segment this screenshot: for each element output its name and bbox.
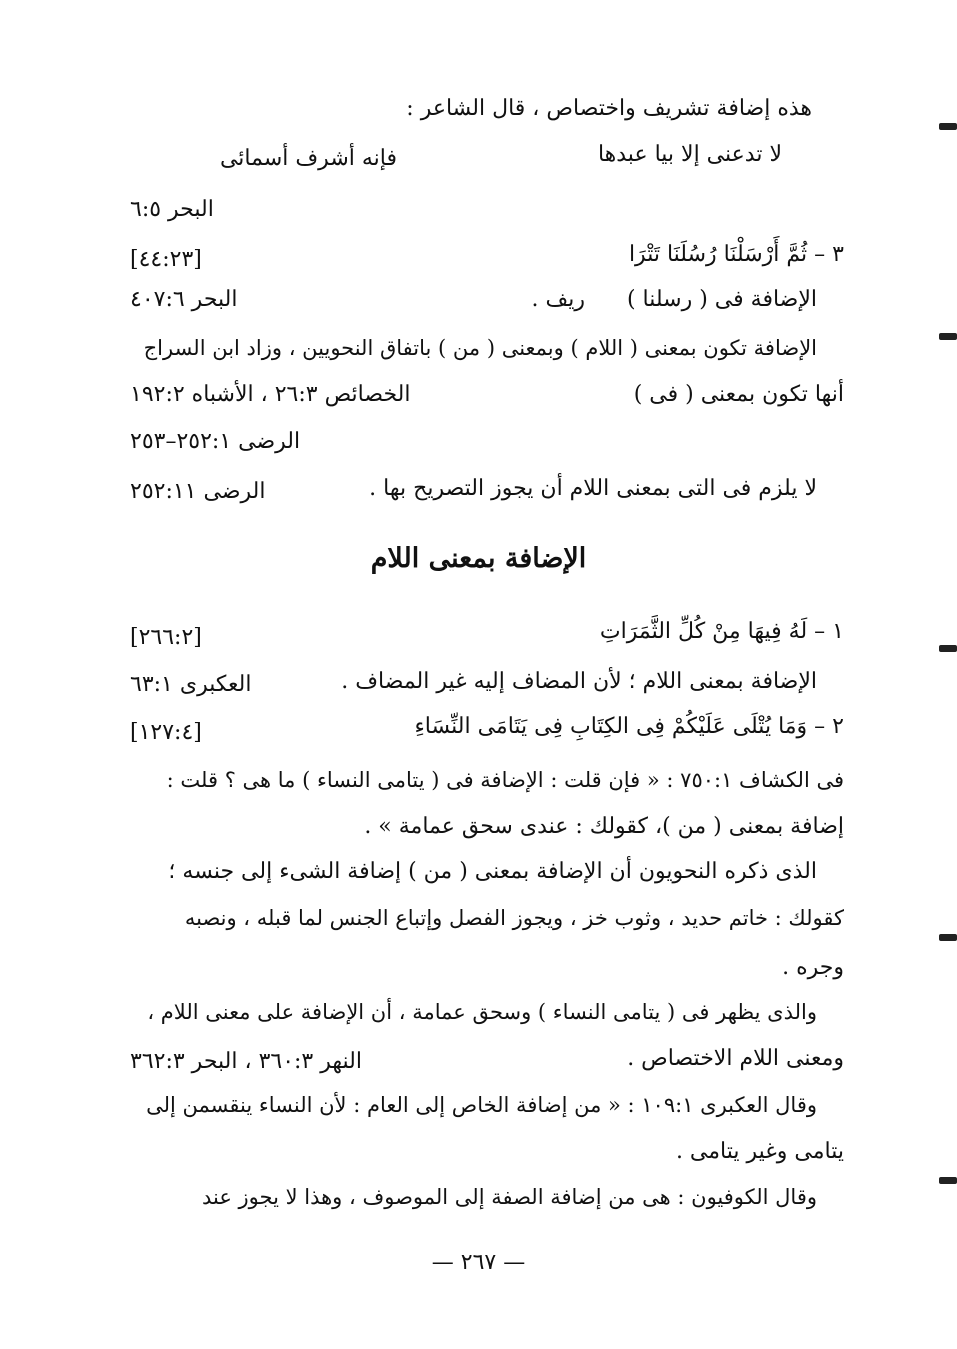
poem-hemistich-right: لا تدعنى إلا بيا عبدها xyxy=(597,142,782,167)
text-line: كقولك : خاتم حديد ، وثوب خز ، ويجوز الفصل وإتباع الجنس لما قبله ، ونصبه xyxy=(184,906,844,930)
text-line: الإضافة بمعنى اللام ؛ لأن المضاف إليه غير المضاف . xyxy=(341,669,817,694)
text-line: الذى ذكره النحويون أن الإضافة بمعنى ( من ) إضافة الشىء إلى جنسه ؛ xyxy=(168,859,817,884)
reference: النهر ٣٦٠:٣ ، البحر ٣٦٢:٣ xyxy=(130,1049,362,1074)
reference: الخصائص ٢٦:٣ ، الأشباه ١٩٢:٢ xyxy=(130,382,411,407)
verse-reference: [١٢٧:٤] xyxy=(130,720,202,745)
text-line: وقال العكبرى ١٠٩:١ : « من إضافة الخاص إلى العام : لأن النساء ينقسمن إلى xyxy=(146,1093,817,1117)
scan-mark xyxy=(939,1177,957,1184)
text-line: يتامى وغير يتامى . xyxy=(675,1139,844,1164)
page-number: — ٢٦٧ — xyxy=(431,1250,526,1275)
verse-line: ١ – لَهُ فِيهَا مِنْ كُلِّ الثَّمَرَاتِ xyxy=(599,619,844,644)
scan-mark xyxy=(939,645,957,652)
scan-mark xyxy=(939,333,957,340)
reference: البحر ٤٠٧:٦ xyxy=(130,287,238,312)
text-line: وجره . xyxy=(782,955,844,980)
text-line: الإضافة فى ( رسلنا ) xyxy=(626,287,817,312)
scan-mark xyxy=(939,123,957,130)
reference: البحر ٦:٥ xyxy=(130,197,214,222)
text-line: فى الكشاف ٧٥٠:١ : « فإن قلت : الإضافة فى ( يتامى النساء ) ما هى ؟ قلت : xyxy=(166,768,844,792)
text-line: والذى يظهر فى ( يتامى النساء ) وسحق عمامة ، أن الإضافة على معنى اللام ، xyxy=(147,1000,817,1024)
reference: الرضى ٢٥٢:١١ xyxy=(130,479,266,504)
text-line: الإضافة تكون بمعنى ( اللام ) وبمعنى ( من ) باتفاق النحويين ، وزاد ابن السراج xyxy=(143,336,817,360)
text-line: ومعنى اللام الاختصاص . xyxy=(627,1046,844,1071)
verse-reference: [٢٦٦:٢] xyxy=(130,625,202,650)
reference: الرضى ٢٥٢:١–٢٥٣ xyxy=(130,429,301,454)
scan-mark xyxy=(939,934,957,941)
text-line: وقال الكوفيون : هى من إضافة الصفة إلى الموصوف ، وهذا لا يجوز عند xyxy=(201,1185,817,1209)
verse-line: ٢ – وَمَا يُتْلَى عَلَيْكُمْ فِى الكِتَابِ فِى يَتَامَى النِّسَاءِ xyxy=(414,714,844,739)
verse-reference: [٤٤:٢٣] xyxy=(130,247,202,272)
verse-line: ٣ – ثُمَّ أَرْسَلْنَا رُسُلَنَا تَتْرَا xyxy=(628,242,844,267)
text-line: أنها تكون بمعنى ( فى ) xyxy=(633,382,844,407)
text-word: ريف . xyxy=(531,287,585,312)
text-line: إضافة بمعنى ( من )، كقولك : عندى سحق عمامة » . xyxy=(364,814,844,839)
reference: العكبرى ٦٣:١ xyxy=(130,672,252,697)
intro-line: هذه إضافة تشريف واختصاص ، قال الشاعر : xyxy=(406,96,812,121)
section-heading: الإضافة بمعنى اللام xyxy=(370,543,587,574)
poem-hemistich-left: فإنه أشرف أسمائى xyxy=(219,146,397,171)
text-line: لا يلزم فى التى بمعنى اللام أن يجوز التصريح بها . xyxy=(369,476,817,501)
